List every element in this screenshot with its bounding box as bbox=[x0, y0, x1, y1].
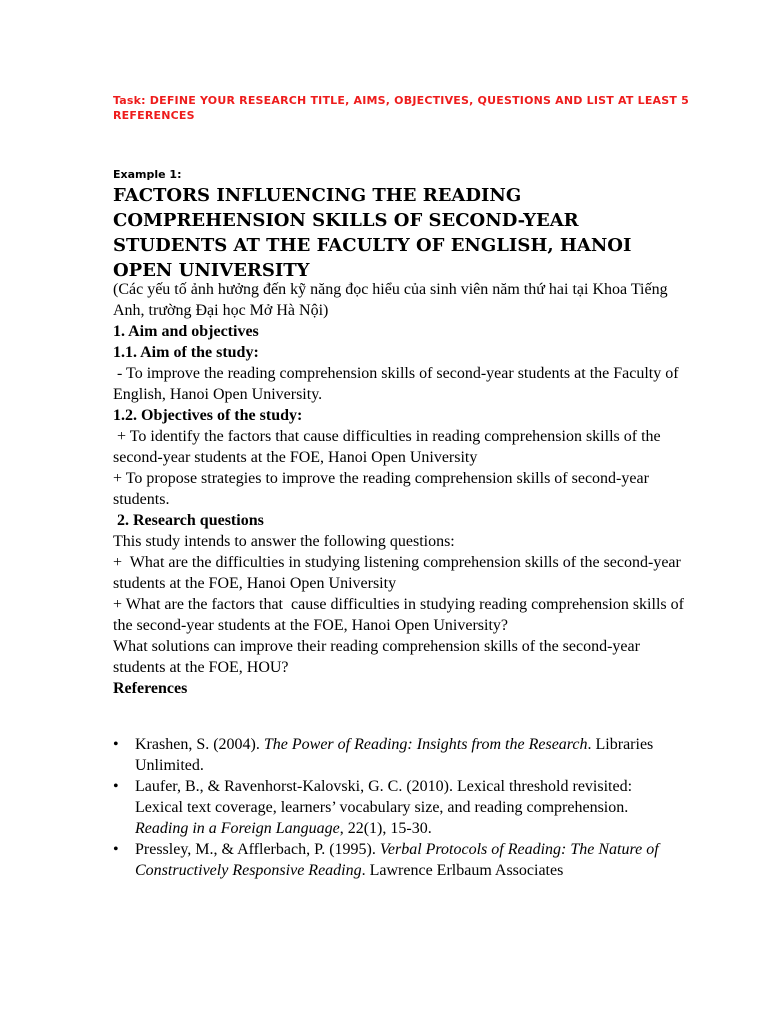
aim-text: - To improve the reading comprehension skills of second-year students at the Faculty of English, Hanoi Open University. bbox=[113, 365, 683, 403]
reference-item bbox=[113, 734, 673, 776]
reference-title: Verbal Protocols of Reading: The Nature of Constructively Responsive Reading bbox=[135, 841, 659, 879]
reference-title: The Power of Reading: Insights from the Research bbox=[263, 736, 588, 753]
reference-text: Laufer, B., & Ravenhorst-Kalovski, G. C. (2010). Lexical threshold revisited: Lexical text coverage, learners’ vocabulary size, and reading comprehension. bbox=[135, 778, 633, 816]
references-heading: References bbox=[113, 680, 188, 697]
research-question-2: + What are the factors that cause difficulties in studying reading comprehension skills of the second-year students at the FOE, Hanoi Open University? bbox=[113, 596, 688, 634]
objective-1: + To identify the factors that cause difficulties in reading comprehension skills of the second-year students at the FOE, Hanoi Open University bbox=[113, 428, 665, 466]
aim-objectives-heading: 1. Aim and objectives bbox=[113, 323, 259, 340]
reference-text: Pressley, M., & Afflerbach, P. (1995). bbox=[135, 841, 380, 858]
research-question-1: + What are the difficulties in studying listening comprehension skills of the second-year students at the FOE, Hanoi Open University bbox=[113, 554, 685, 592]
references-list bbox=[113, 734, 673, 881]
research-question-3: What solutions can improve their reading comprehension skills of the second-year students at the FOE, HOU? bbox=[113, 638, 640, 676]
reference-text: Krashen, S. (2004). bbox=[135, 736, 264, 753]
document-body bbox=[113, 279, 693, 699]
aim-subheading: 1.1. Aim of the study: bbox=[113, 344, 259, 361]
research-questions-intro: This study intends to answer the following questions: bbox=[113, 533, 455, 550]
task-instruction: Task: DEFINE YOUR RESEARCH TITLE, AIMS, OBJECTIVES, QUESTIONS AND LIST AT LEAST 5 REFERENCES bbox=[113, 94, 689, 122]
bullet-icon: • bbox=[113, 778, 119, 795]
objectives-subheading: 1.2. Objectives of the study: bbox=[113, 407, 303, 424]
objective-2: + To propose strategies to improve the reading comprehension skills of second-year students. bbox=[113, 470, 649, 508]
bullet-icon: • bbox=[113, 736, 119, 753]
reference-item bbox=[113, 839, 673, 881]
reference-publisher: , 22(1), 15-30. bbox=[339, 820, 432, 837]
research-title: FACTORS INFLUENCING THE READING COMPREHENSION SKILLS OF SECOND-YEAR STUDENTS AT THE FACULTY OF ENGLISH, HANOI OPEN UNIVERSITY bbox=[113, 185, 632, 281]
bullet-icon: • bbox=[113, 841, 119, 858]
title-translation: (Các yếu tố ảnh hưởng đến kỹ năng đọc hiểu của sinh viên năm thứ hai tại Khoa Tiếng Anh, trường Đại học Mở Hà Nội) bbox=[113, 281, 668, 319]
reference-publisher: . Libraries Unlimited. bbox=[135, 736, 654, 774]
example-label: Example 1: bbox=[113, 168, 182, 181]
research-questions-heading: 2. Research questions bbox=[113, 512, 264, 529]
reference-title: Reading in a Foreign Language bbox=[135, 820, 340, 837]
reference-publisher: . Lawrence Erlbaum Associates bbox=[361, 862, 564, 879]
reference-item bbox=[113, 776, 673, 839]
